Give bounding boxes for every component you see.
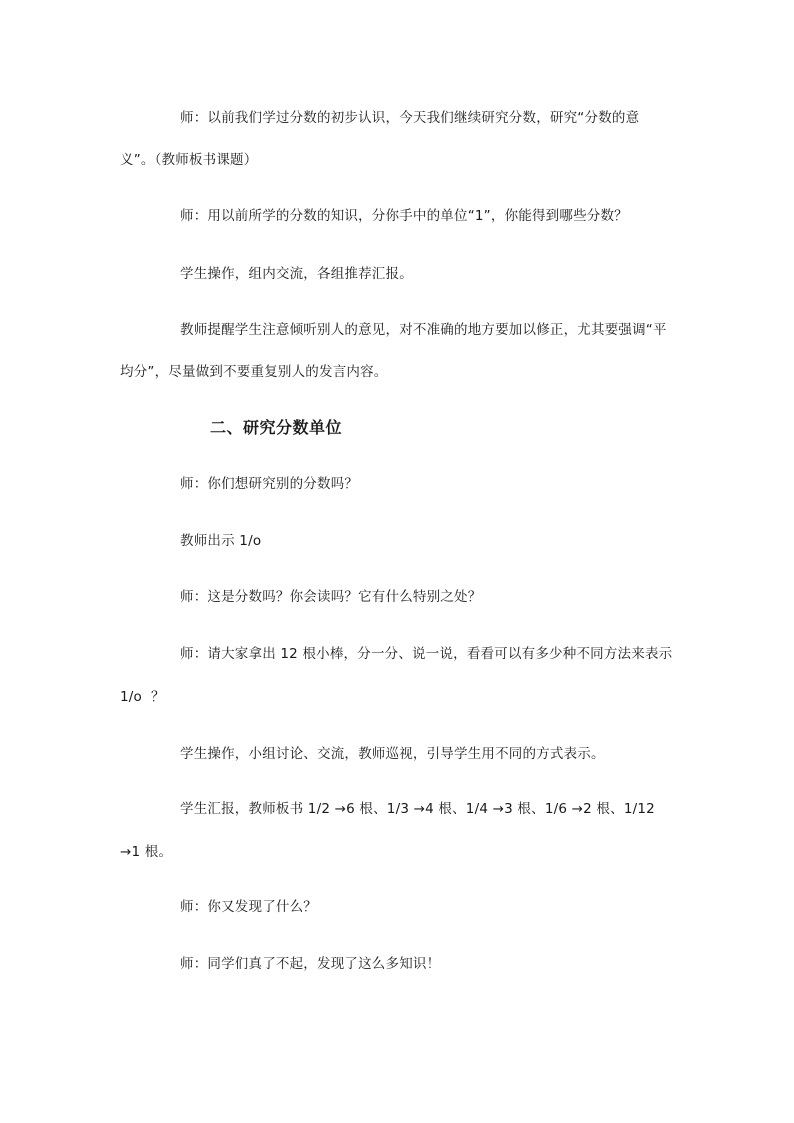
paragraph-line: 师：以前我们学过分数的初步认识，今天我们继续研究分数，研究“分数的意	[180, 110, 640, 126]
section-heading: 二、研究分数单位	[210, 418, 343, 437]
paragraph-line: 师：这是分数吗？你会读吗？它有什么特别之处？	[180, 589, 482, 605]
paragraph-line: 师：请大家拿出 12 根小棒，分一分、说一说，看看可以有多少种不同方法来表示	[180, 646, 673, 662]
paragraph-line: →1 根。	[120, 844, 173, 860]
paragraph-line: 学生汇报，教师板书 1/2 →6 根、1/3 →4 根、1/4 →3 根、1/6 →2 根、1/12	[180, 801, 655, 817]
paragraph-line: 教师出示 1/o	[180, 533, 262, 549]
paragraph-line: 师：你又发现了什么？	[180, 899, 317, 915]
paragraph-line: 师：你们想研究别的分数吗？	[180, 476, 359, 492]
paragraph-line: 教师提醒学生注意倾听别人的意见，对不准确的地方要加以修正，尤其要强调“平	[180, 322, 667, 338]
paragraph-line: 义”。（教师板书课题）	[120, 152, 258, 168]
paragraph-line: 均分”，尽量做到不要重复别人的发言内容。	[120, 364, 388, 380]
paragraph-line: 师：同学们真了不起，发现了这么多知识！	[180, 956, 441, 972]
paragraph-line: 学生操作，组内交流，各组推荐汇报。	[180, 266, 413, 282]
paragraph-line: 师：用以前所学的分数的知识，分你手中的单位“1”，你能得到哪些分数？	[180, 208, 628, 224]
paragraph-line: 1/o ？	[120, 689, 165, 705]
paragraph-line: 学生操作，小组讨论、交流，教师巡视，引导学生用不同的方式表示。	[180, 746, 605, 762]
